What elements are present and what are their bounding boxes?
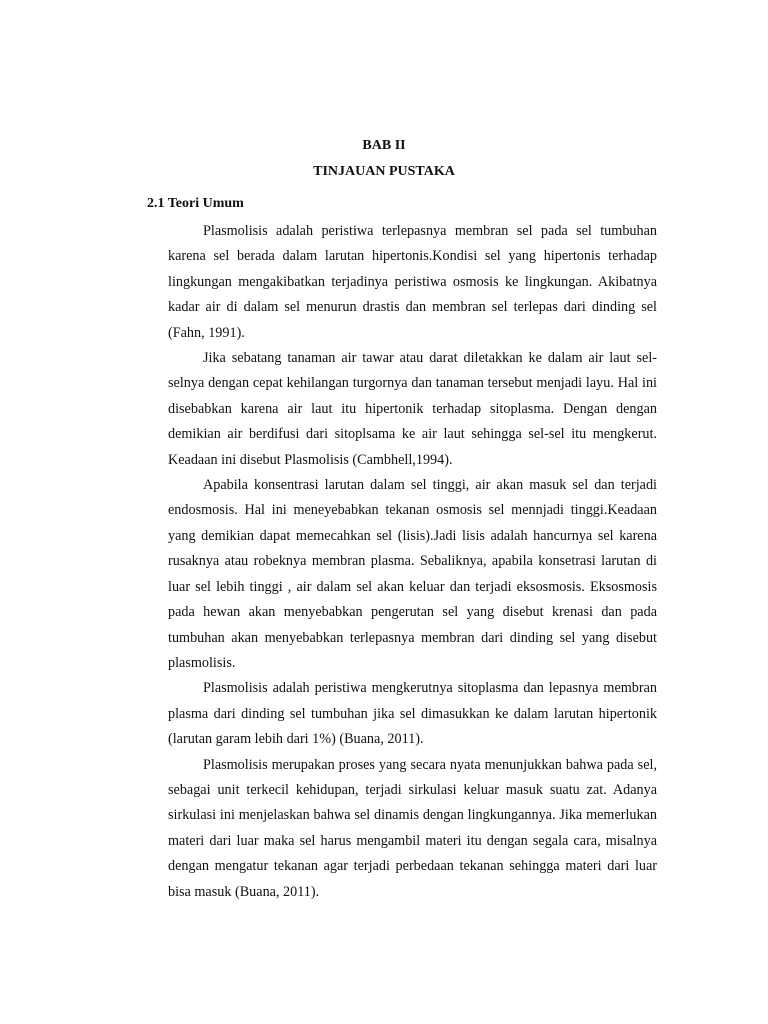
paragraph-2: Jika sebatang tanaman air tawar atau darat diletakkan ke dalam air laut sel- selnya dengan cepat kehilangan turgornya dan tanaman tersebut menjadi layu. Hal ini disebabkan karena air laut itu hipertonik terhadap sitoplasma. Dengan dengan demikian air berdifusi dari sitoplsama ke air laut sehingga sel-sel itu mengkerut. Keadaan ini disebut Plasmolisis (Cambhell,1994). bbox=[168, 350, 657, 468]
chapter-title: TINJAUAN PUSTAKA bbox=[313, 164, 455, 179]
section-heading: 2.1 Teori Umum bbox=[147, 196, 244, 211]
body-text bbox=[168, 219, 657, 905]
paragraph-1: Plasmolisis adalah peristiwa terlepasnya membran sel pada sel tumbuhan karena sel berada dalam larutan hipertonis.Kondisi sel yang hipertonis terhadap lingkungan mengakibatkan terjadinya peristiwa osmosis ke lingkungan. Akibatnya kadar air di dalam sel menurun drastis dan membran sel terlepas dari dinding sel (Fahn, 1991). bbox=[168, 223, 657, 341]
paragraph-4: Plasmolisis adalah peristiwa mengkerutnya sitoplasma dan lepasnya membran plasma dari dinding sel tumbuhan jika sel dimasukkan ke dalam larutan hipertonik (larutan garam lebih dari 1%) (Buana, 2011). bbox=[168, 680, 657, 748]
paragraph-3: Apabila konsentrasi larutan dalam sel tinggi, air akan masuk sel dan terjadi endosmosis. Hal ini meneyebabkan tekanan osmosis sel mennjadi tinggi.Keadaan yang demikian dapat memecahkan sel (lisis).Jadi lisis adalah hancurnya sel karena rusaknya atau robeknya membran plasma. Sebaliknya, apabila konsetrasi larutan di luar sel lebih tinggi , air dalam sel akan keluar dan terjadi eksosmosis. Eksosmosis pada hewan akan menyebabkan pengerutan sel yang disebut krenasi dan pada tumbuhan akan menyebabkan terlepasnya membran dari dinding sel yang disebut plasmolisis. bbox=[168, 477, 657, 671]
paragraph-5: Plasmolisis merupakan proses yang secara nyata menunjukkan bahwa pada sel, sebagai unit terkecil kehidupan, terjadi sirkulasi keluar masuk suatu zat. Adanya sirkulasi ini menjelaskan bahwa sel dinamis dengan lingkungannya. Jika memerlukan materi dari luar maka sel harus mengambil materi itu dengan segala cara, misalnya dengan mengatur tekanan agar terjadi perbedaan tekanan sehingga materi dari luar bisa masuk (Buana, 2011). bbox=[168, 756, 657, 900]
chapter-number: BAB II bbox=[362, 138, 406, 153]
